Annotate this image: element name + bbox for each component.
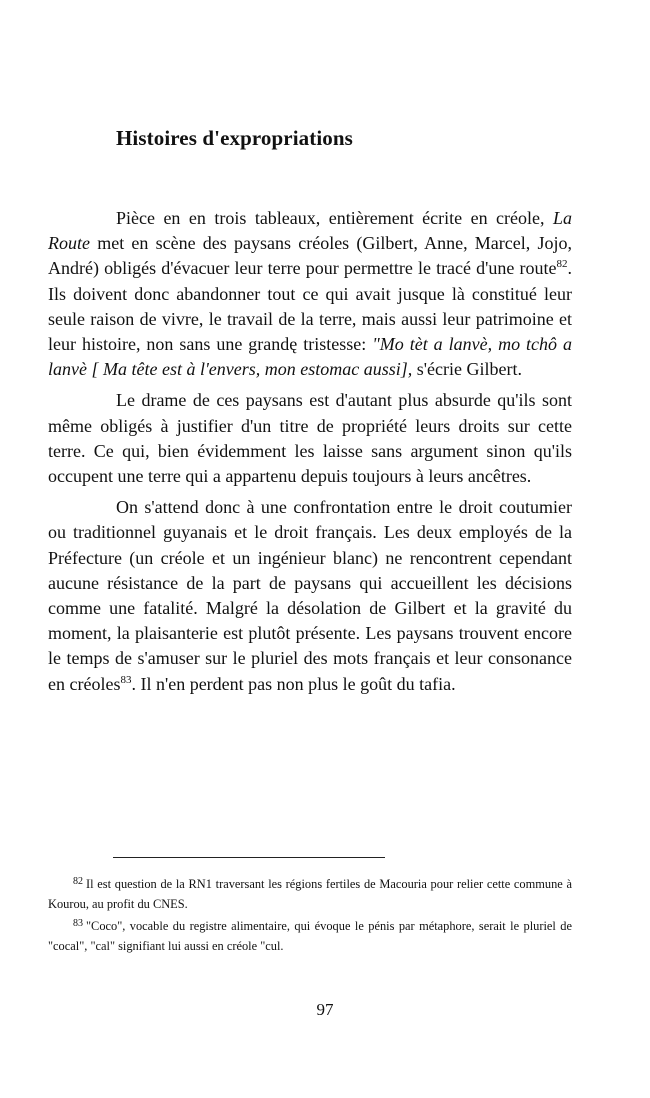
text-run: . Il n'en perdent pas non plus le goût du tafia. [131, 673, 456, 694]
footnote-number: 83 [73, 918, 83, 929]
paragraph [48, 388, 572, 489]
footnote-text: "Coco", vocable du registre alimentaire, qui évoque le pénis par métaphore, serait le pluriel de "cocal", "cal" signifiant lui aussi en créole "cul. [48, 919, 572, 953]
footnote [48, 872, 572, 914]
text-run: Le drame de ces paysans est d'autant plus absurde qu'ils sont même obligés à justifier d'un titre de propriété leurs droits sur cette terre. Ce qui, bien évidemment les laisse sans argument sinon qu'ils occupent une terre qui a appartenu depuis toujours à leurs ancêtres. [48, 390, 572, 487]
text-run: s'écrie Gilbert. [412, 359, 522, 380]
paragraph [48, 206, 572, 382]
footnotes [48, 872, 572, 956]
paragraph [48, 495, 572, 697]
footnote [48, 914, 572, 956]
page-number: 97 [316, 1000, 334, 1019]
text-run: On s'attend donc à une confrontation entre le droit coutumier ou traditionnel guyanais et le droit français. Les deux employés de la Préfecture (un créole et un ingénieur blanc) ne rencontrent cependant aucune résistance de la part de paysans qui accueillent les décisions comme une fatalité. Malgré la désolation de Gilbert et la gravité du moment, la plaisanterie est plutôt présente. Les paysans trouvent encore le temps de s'amuser sur le pluriel des mots français et leur consonance en créoles [48, 497, 572, 694]
footnote-separator [113, 857, 385, 858]
text-run: Pièce en en trois tableaux, entièrement écrite en créole, [116, 208, 553, 228]
chapter-title: Histoires d'expropriations [116, 126, 353, 150]
footnote-number: 82 [73, 876, 83, 887]
footnote-reference: 82 [556, 258, 568, 271]
footnote-text: Il est question de la RN1 traversant les régions fertiles de Macouria pour relier cette commune à Kourou, au profit du CNES. [48, 877, 572, 911]
text-run: . Ils doivent donc abandonner tout ce qui avait jusque là constitué leur seule raison de vivre, le travail de la terre, mais aussi leur patrimoine et leur histoire, non sans une grandę tristesse: [48, 258, 572, 355]
italic-text: La Route [48, 208, 572, 254]
text-run: met en scène des paysans créoles (Gilbert, Anne, Marcel, Jojo, André) obligés d'évacuer leur terre pour permettre le tracé d'une route [48, 233, 572, 279]
italic-text: "Mo tèt a lanvè, mo tchô a lanvè [ Ma tête est à l'envers, mon estomac aussi], [48, 334, 572, 380]
footnote-reference: 83 [120, 673, 132, 686]
body-text [48, 206, 572, 703]
